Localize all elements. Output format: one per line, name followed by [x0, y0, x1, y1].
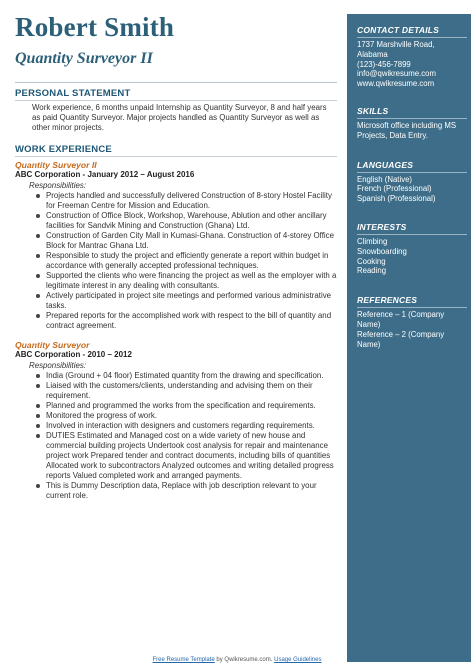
list-item: Monitored the progress of work. — [46, 411, 337, 421]
interest-item: Snowboarding — [357, 246, 407, 256]
work-experience-heading: WORK EXPERIENCE — [15, 144, 112, 155]
reference-item: Reference – 2 (Company Name) — [357, 329, 445, 349]
list-item: Responsible to study the project and efficiently generate a report within budget in accordance with generally accepted professional techniques. — [46, 251, 337, 271]
list-item: Supported the clients who were financing the project as well as the employer with a legitimate interest in any dealing with consultants. — [46, 271, 337, 290]
candidate-name: Robert Smith — [15, 12, 175, 42]
job-company-dates: ABC Corporation - 2010 – 2012 — [15, 350, 132, 359]
list-item: DUTIES Estimated and Managed cost on a wide variety of new house and commercial building projects Undertook cost analysis for repair and maintenance project work Prepared tender and contract documents, including bills of quantities Allocated work to subcontractors Analyzed outcomes and writing detailed progress reports Valued completed work and arranged payments. — [46, 431, 337, 481]
skills-section — [357, 106, 467, 141]
section-rule — [15, 156, 337, 157]
free-resume-template-link[interactable]: Free Resume Template — [152, 657, 215, 663]
sidebar-rule — [357, 172, 467, 173]
references-section — [357, 295, 467, 349]
footer-credit: by Qwikresume.com. — [216, 657, 273, 663]
footer — [0, 656, 474, 664]
list-item: Projects handled and successfully delivered Construction of 8-story Hostel Facility for Freeman Centre for Mission and Education. — [46, 191, 337, 211]
language-item: Spanish (Professional) — [357, 194, 436, 204]
job-entry — [15, 160, 337, 331]
list-item: Planned and programmed the works from the specification and requirements. — [46, 401, 337, 411]
candidate-title: Quantity Surveyor II — [15, 50, 153, 67]
sidebar-rule — [357, 37, 467, 38]
language-item: French (Professional) — [357, 184, 432, 194]
list-item: Involved in interaction with designers and customers regarding requirements. — [46, 421, 337, 431]
list-item: Actively participated in project site meetings and performed various administrative tasks. — [46, 291, 337, 311]
responsibilities-label: Responsibilities: — [29, 181, 87, 190]
job-company-dates: ABC Corporation - January 2012 – August 2016 — [15, 170, 195, 179]
sidebar-content — [357, 14, 467, 349]
interests-section — [357, 222, 467, 276]
main-column — [15, 12, 337, 501]
contact-section — [357, 25, 467, 89]
header-divider — [15, 82, 337, 83]
sidebar — [347, 14, 471, 662]
responsibilities-label: Responsibilities: — [29, 361, 87, 370]
list-item: Construction of Office Block, Workshop, Warehouse, Ablution and other ancillary facilities for Sandvik Mining and Construction (Ghana) Ltd. — [46, 211, 337, 231]
language-item: English (Native) — [357, 174, 413, 184]
list-item: This is Dummy Description data, Replace with job description relevant to your current role. — [46, 481, 337, 501]
contact-email[interactable]: info@qwikresume.com — [357, 69, 436, 79]
sidebar-rule — [357, 307, 467, 308]
personal-statement-heading: PERSONAL STATEMENT — [15, 88, 131, 99]
skills-heading: SKILLS — [357, 105, 389, 116]
sidebar-rule — [357, 234, 467, 235]
interests-heading: INTERESTS — [357, 221, 407, 232]
interest-item: Reading — [357, 266, 387, 276]
contact-state: Alabama — [357, 49, 388, 59]
responsibilities-list — [15, 371, 337, 501]
list-item: Liaised with the customers/clients, understanding and advising them on their requirement. — [46, 381, 337, 401]
contact-website[interactable]: www.qwikresume.com — [357, 79, 435, 89]
references-heading: REFERENCES — [357, 295, 418, 306]
list-item: Construction of Garden City Mall in Kumasi-Ghana. Construction of 4-storey Office Block for Mantrac Ghana Ltd. — [46, 231, 337, 251]
reference-item: Reference – 1 (Company Name) — [357, 310, 445, 329]
list-item: India (Ground + 04 floor) Estimated quantity from the drawing and specification. — [46, 371, 337, 381]
usage-guidelines-link[interactable]: Usage Guidelines — [274, 657, 322, 663]
contact-phone: (123)-456-7899 — [357, 59, 411, 69]
sidebar-rule — [357, 118, 467, 119]
interest-item: Cooking — [357, 256, 386, 266]
list-item: Prepared reports for the accomplished work with respect to the bill of quantity and contract agreement. — [46, 311, 337, 331]
contact-address: 1737 Marshville Road, — [357, 40, 435, 49]
interest-item: Climbing — [357, 236, 388, 246]
job-entry — [15, 340, 337, 501]
section-rule — [15, 100, 337, 101]
job-title: Quantity Surveyor — [15, 340, 90, 350]
job-title: Quantity Surveyor II — [15, 160, 97, 170]
languages-heading: LANGUAGES — [357, 159, 414, 170]
skills-text: Microsoft office including MS Projects, Data Entry. — [357, 120, 457, 140]
contact-heading: CONTACT DETAILS — [357, 25, 440, 35]
personal-statement-text: Work experience, 6 months unpaid Internship as Quantity Surveyor, 8 and half years as paid Quantity Surveyor. Major projects handled as Quantity Surveyor as well as other minor projects. — [32, 103, 327, 132]
responsibilities-list — [15, 191, 337, 331]
languages-section — [357, 160, 467, 204]
